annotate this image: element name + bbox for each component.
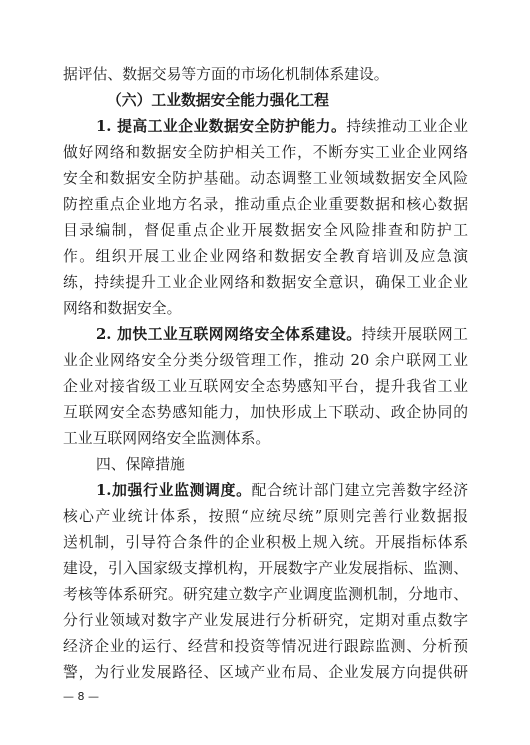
body-line: 建设，引入国家级支撑机构，开展数字产业发展指标、监测、 bbox=[63, 560, 468, 577]
item-text: 持续开展联网工 bbox=[361, 326, 468, 343]
body-line: 送机制，引导符合条件的企业积极上规入统。开展指标体系 bbox=[63, 534, 468, 551]
body-line: 工业互联网网络安全监测体系。 bbox=[63, 430, 271, 447]
body-line: 经济企业的运行、经营和投资等情况进行跟踪监测、分析预 bbox=[63, 638, 468, 655]
body-line: 互联网安全态势感知能力，加快形成上下联动、政企协同的 bbox=[63, 404, 468, 421]
body-line: 考核等体系研究。研究建立数字产业调度监测机制，分地市、 bbox=[63, 586, 468, 603]
item-lead: 1. 提高工业企业数据安全防护能力。 bbox=[96, 118, 347, 135]
item-text: 持续推动工业企业 bbox=[346, 118, 468, 135]
item-lead: 1.加强行业监测调度。 bbox=[96, 482, 252, 499]
item-first-line bbox=[96, 322, 468, 348]
item-lead: 2. 加快工业互联网网络安全体系建设。 bbox=[96, 326, 362, 343]
body-line: 核心产业统计体系，按照“应统尽统”原则完善行业数据报 bbox=[63, 508, 468, 525]
body-line: 企业对接省级工业互联网安全态势感知平台，提升我省工业 bbox=[63, 378, 468, 395]
page-number: — 8 — bbox=[63, 690, 99, 703]
section-heading: （六）工业数据安全能力强化工程 bbox=[107, 92, 329, 109]
section-heading: 四、保障措施 bbox=[96, 456, 185, 473]
body-line: 分行业领域对数字产业发展进行分析研究，定期对重点数字 bbox=[63, 612, 468, 629]
body-line: 练，持续提升工业企业网络和数据安全意识，确保工业企业 bbox=[63, 274, 468, 291]
item-first-line bbox=[96, 478, 468, 504]
body-line: 防控重点企业地方名录，推动重点企业重要数据和核心数据 bbox=[63, 196, 468, 213]
body-line: 业企业网络安全分类分级管理工作，推动 20 余户联网工业 bbox=[63, 352, 468, 369]
body-line: 做好网络和数据安全防护相关工作，不断夯实工业企业网络 bbox=[63, 144, 468, 161]
body-line: 警，为行业发展路径、区域产业布局、企业发展方向提供研 bbox=[63, 664, 468, 681]
paragraph-tail-line: 据评估、数据交易等方面的市场化机制体系建设。 bbox=[63, 66, 389, 83]
body-line: 安全和数据安全防护基础。动态调整工业领域数据安全风险 bbox=[63, 170, 468, 187]
body-line: 目录编制，督促重点企业开展数据安全风险排查和防护工 bbox=[63, 222, 468, 239]
item-text: 配合统计部门建立完善数字经济 bbox=[251, 482, 468, 499]
item-first-line bbox=[96, 114, 468, 140]
body-line: 作。组织开展工业企业网络和数据安全教育培训及应急演 bbox=[63, 248, 468, 265]
body-line: 网络和数据安全。 bbox=[63, 300, 182, 317]
